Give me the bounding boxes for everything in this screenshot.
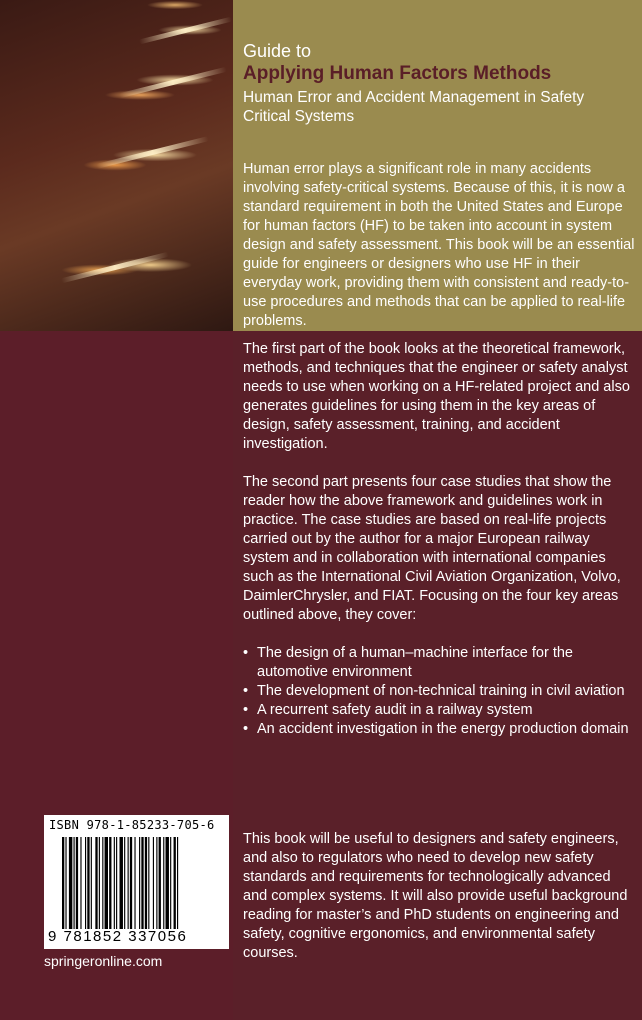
paragraph-part-two: The second part presents four case studies that show the reader how the above framework and guidelines work in practice. The case studies are based on real-life projects carried out by the author for a major European railway system and in collaboration with international companies such as the International Civil Aviation Organization, Volvo, DaimlerChrysler, and FIAT. Focusing on the four key areas outlined above, they cover: (243, 474, 621, 623)
closing-paragraph: This book will be useful to designers and safety engineers, and also to regulators who need to develop new safety standards and requirements for technologically advanced and complex systems. It will also provide useful background reading for master’s and PhD students on engineering and safety, cognitive ergonomics, and environmental safety courses. (243, 831, 628, 961)
title-prefix: Guide to (243, 41, 312, 61)
list-item (243, 682, 635, 701)
paragraph-part-one: The first part of the book looks at the theoretical framework, methods, and techniques that the engineer or safety analyst needs to use when working on a HF-related project and also generates guidelines for using them in the key areas of design, safety assessment, training, and accident investigation. (243, 341, 630, 452)
bullet-icon: • (243, 702, 249, 718)
description (243, 340, 635, 758)
bullet-icon: • (243, 645, 249, 661)
case-study-list (243, 644, 635, 739)
title-block (243, 40, 633, 126)
cover-photo (0, 0, 233, 331)
list-item (243, 720, 635, 739)
list-item-text: The design of a human–machine interface for the automotive environment (257, 645, 573, 680)
book-subtitle: Human Error and Accident Management in Safety Critical Systems (243, 89, 585, 125)
bullet-icon: • (243, 683, 249, 699)
bullet-icon: • (243, 721, 249, 737)
book-title: Applying Human Factors Methods (243, 63, 552, 84)
list-item-text: A recurrent safety audit in a railway system (257, 702, 533, 718)
isbn-label: ISBN 978-1-85233-705-6 (49, 818, 215, 832)
barcode-bars (62, 837, 222, 929)
list-item-text: An accident investigation in the energy production domain (257, 721, 629, 737)
list-item-text: The development of non-technical training in civil aviation (257, 683, 625, 699)
publisher-website: springeronline.com (44, 953, 163, 969)
intro-paragraph: Human error plays a significant role in many accidents involving safety-critical systems. Because of this, it is now a standard requirement in both the United States and Europe for human factors (HF) to be taken into account in system design and safety assessment. This book will be an essential guide for engineers or designers who use HF in their everyday work, providing them with consistent and ready-to-use procedures and methods that can be applied to real-life problems. (243, 161, 635, 329)
isbn-barcode (44, 815, 229, 949)
list-item (243, 644, 635, 682)
barcode-digits: 9 781852 337056 (48, 928, 188, 945)
list-item (243, 701, 635, 720)
